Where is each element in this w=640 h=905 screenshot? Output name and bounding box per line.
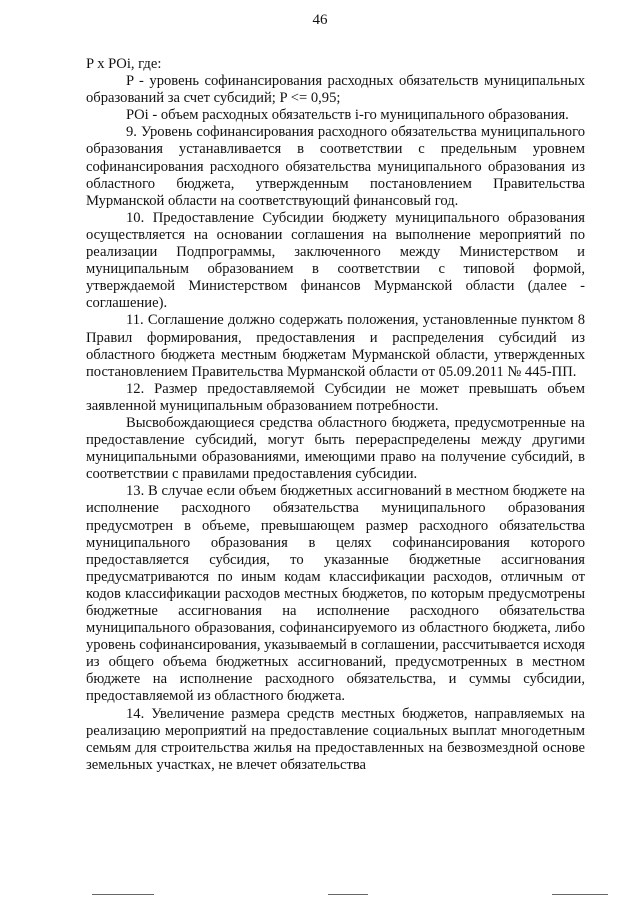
paragraph-item-13: 13. В случае если объем бюджетных ассигнований в местном бюджете на исполнение расходного обязательства муниципального образования предусмотрен в объеме, превышающем размер расходного обязательства муниципального образования в целях софинансирования которого предоставляется субсидия, то указанные бюджетные ассигнования предусматриваются по иным кодам классификации расходов, отличным от кодов классификации расходов местных бюджетов, по которым предусмотрены бюджетные ассигнования на исполнение расходного обязательства муниципального образования, софинансируемого из областного бюджета, либо уровень софинансирования, указываемый в соглашении, рассчитывается исходя из общего объема бюджетных ассигнований, предусмотренных в местном бюджете на исполнение расходного обязательства, и суммы субсидии, предоставляемой из областного бюджета. xyxy=(86,483,585,705)
footer-rule-middle xyxy=(328,894,368,895)
body-text xyxy=(86,56,585,774)
page-number: 46 xyxy=(312,12,328,28)
paragraph-item-9: 9. Уровень софинансирования расходного обязательства муниципального образования устанавливается в соответствии с предельным уровнем софинансирования расходного обязательства муниципального образования из областного бюджета, утвержденным постановлением Правительства Мурманской области на соответствующий финансовый год. xyxy=(86,124,585,209)
paragraph-item-12-continued: Высвобождающиеся средства областного бюджета, предусмотренные на предоставление субсидий, могут быть перераспределены между другими муниципальными образованиями, имеющими право на получение субсидий, в соответствии с правилами предоставления субсидии. xyxy=(86,414,585,483)
footer-rule-right xyxy=(552,894,608,895)
paragraph-item-12: 12. Размер предоставляемой Субсидии не может превышать объем заявленной муниципальным образованием потребности. xyxy=(86,380,585,414)
paragraph-poi-definition: POi - объем расходных обязательств i-го муниципального образования. xyxy=(126,107,569,124)
paragraph-item-14: 14. Увеличение размера средств местных бюджетов, направляемых на реализацию мероприятий на предоставление социальных выплат многодетным семьям для строительства жилья на предоставленных на безвозмездной основе земельных участках, не влечет обязательства xyxy=(86,705,585,773)
paragraph-p-definition: P - уровень софинансирования расходных обязательств муниципальных образований за счет субсидий; P <= 0,95; xyxy=(86,73,585,107)
paragraph-item-10: 10. Предоставление Субсидии бюджету муниципального образования осуществляется на основании соглашения на выполнение мероприятий по реализации Подпрограммы, заключенного между Министерством и муниципальным образованием в соответствии с типовой формой, утверждаемой Министерством финансов Мурманской области (далее - соглашение). xyxy=(86,209,585,312)
paragraph-item-11: 11. Соглашение должно содержать положения, установленные пунктом 8 Правил формирования, предоставления и распределения субсидий из областного бюджета местным бюджетам Мурманской области, утвержденных постановлением Правительства Мурманской области от 05.09.2011 № 445-ПП. xyxy=(86,312,585,380)
paragraph-formula: P x POi, где: xyxy=(86,56,162,72)
footer-rule-left xyxy=(92,894,154,895)
